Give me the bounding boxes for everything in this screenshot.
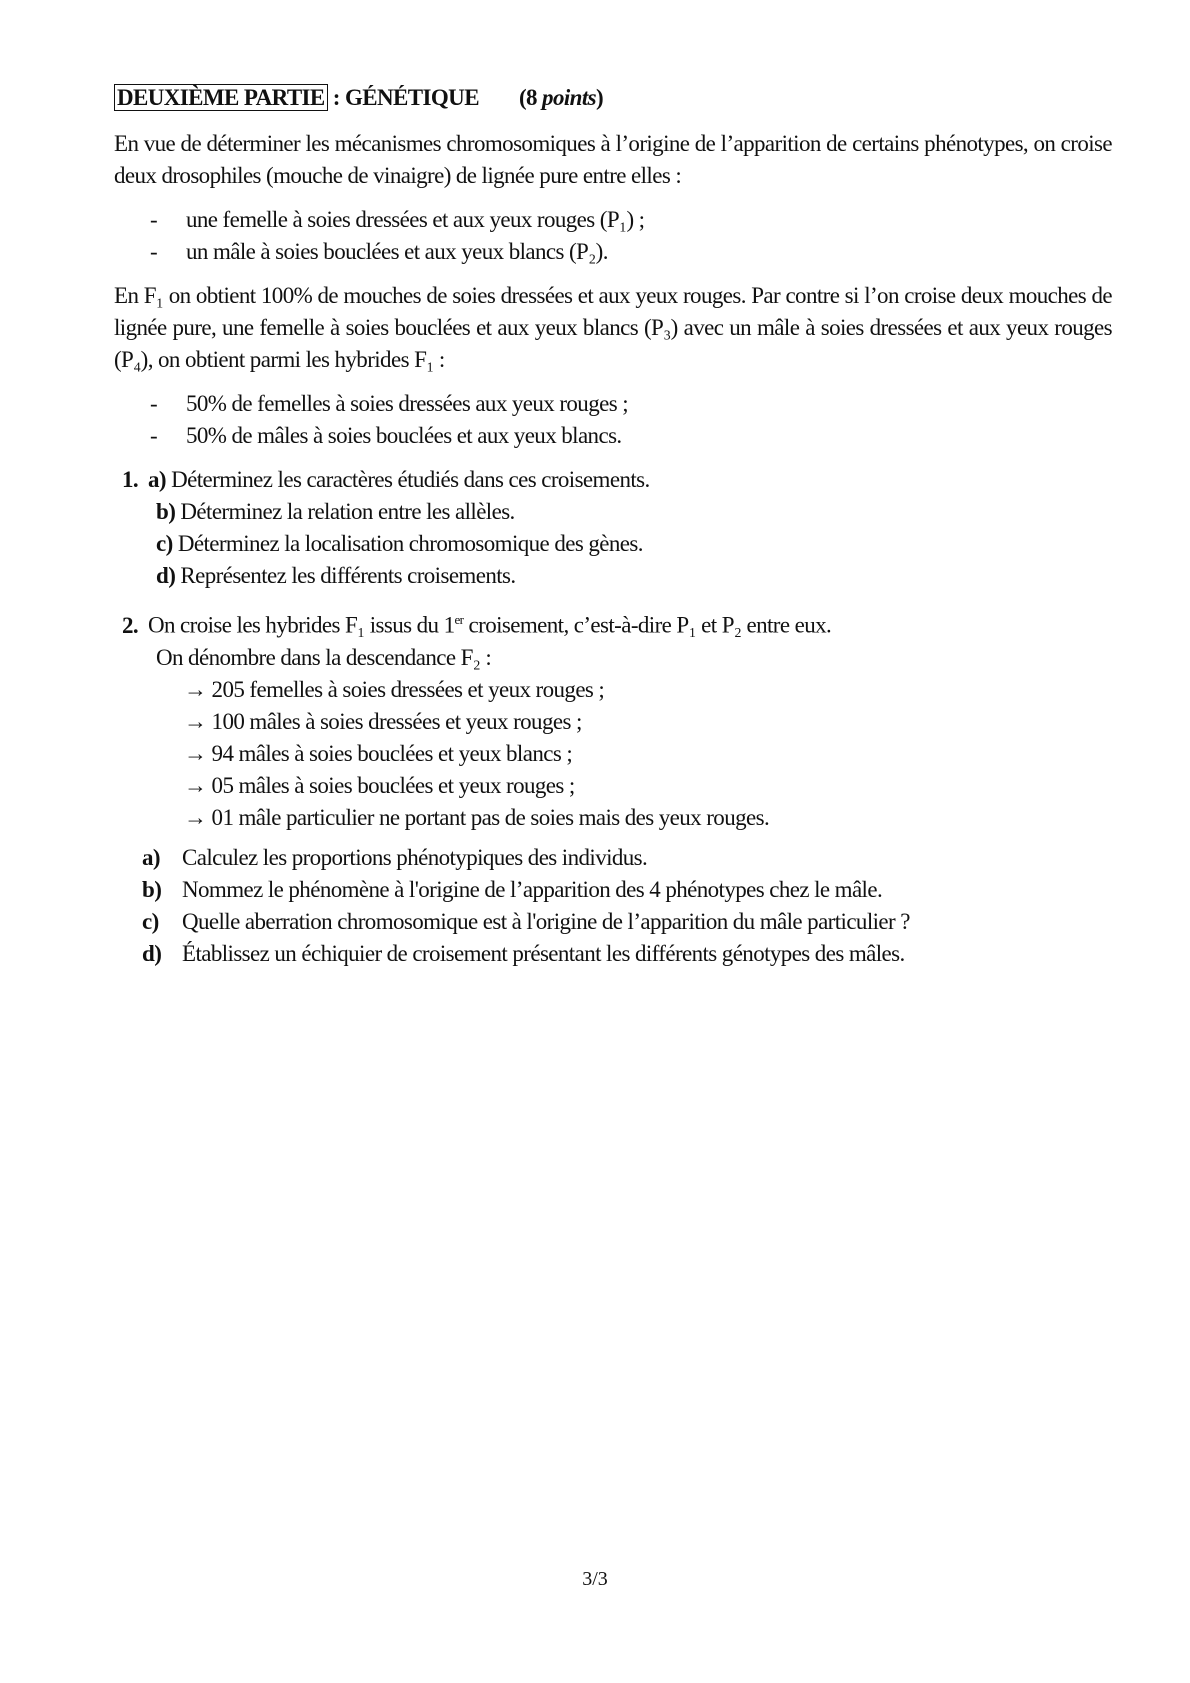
item-text: Déterminez les caractères étudiés dans ces croisements.: [165, 467, 650, 492]
item-label: c): [142, 908, 159, 934]
points-label: (8 points): [518, 85, 604, 110]
second-paragraph: En F₁ on obtient 100% de mouches de soies dressées et aux yeux rouges. Par contre si l’on croise deux mouches de lignée pure, une femelle à soies bouclées et aux yeux blancs (P₃) avec un mâle à soies dressées et aux yeux rouges (P₄), on obtient parmi les hybrides F₁ :: [114, 283, 1112, 372]
question-2: [114, 604, 1112, 970]
list-item: → 01 mâle particulier ne portant pas de soies mais des yeux rouges.: [184, 804, 770, 830]
question-1-d: [114, 560, 1112, 592]
section-heading: [114, 82, 1112, 114]
parents-list: [114, 204, 1112, 268]
question-1-a: [114, 464, 1112, 496]
question-2-count-intro: On dénombre dans la descendance F₂ :: [156, 644, 492, 670]
part-label: DEUXIÈME PARTIE: [114, 84, 328, 111]
question-2-a: [114, 842, 1112, 874]
item-text: Nommez le phénomène à l'origine de l’apparition des 4 phénotypes chez le mâle.: [182, 876, 883, 902]
question-2-c: [114, 906, 1112, 938]
item-text: Calculez les proportions phénotypiques des individus.: [182, 844, 648, 870]
item-label: b): [142, 876, 162, 902]
list-item: → 100 mâles à soies dressées et yeux rouges ;: [184, 708, 582, 734]
list-item: → 205 femelles à soies dressées et yeux rouges ;: [184, 676, 605, 702]
list-item: - 50% de mâles à soies bouclées et aux yeux blancs.: [114, 420, 1112, 452]
intro-paragraph: En vue de déterminer les mécanismes chromosomiques à l’origine de l’apparition de certains phénotypes, on croise deux drosophiles (mouche de vinaigre) de lignée pure entre elles :: [114, 131, 1112, 188]
item-text: Établissez un échiquier de croisement présentant les différents génotypes des mâles.: [182, 940, 905, 966]
item-label: c): [156, 531, 173, 556]
item-label: d): [142, 940, 162, 966]
question-number: 2.: [122, 612, 139, 638]
item-text: Déterminez la localisation chromosomique des gènes.: [172, 531, 643, 556]
list-item: → 94 mâles à soies bouclées et yeux blancs ;: [184, 740, 573, 766]
item-text: Déterminez la relation entre les allèles.: [175, 499, 515, 524]
item-label: a): [148, 467, 166, 492]
item-label: b): [156, 499, 176, 524]
list-item: - un mâle à soies bouclées et aux yeux blancs (P₂).: [114, 236, 1112, 268]
item-label: a): [142, 844, 160, 870]
item-text: Représentez les différents croisements.: [175, 563, 516, 588]
item-label: d): [156, 563, 176, 588]
list-item: - 50% de femelles à soies dressées aux yeux rouges ;: [114, 388, 1112, 420]
item-text: Quelle aberration chromosomique est à l'origine de l’apparition du mâle particulier ?: [182, 908, 910, 934]
page-number: 3/3: [582, 1568, 608, 1590]
question-1-c: [114, 528, 1112, 560]
question-2-statement: 2. On croise les hybrides F₁ issus du 1er croisement, c’est-à-dire P₁ et P₂ entre eux.: [114, 604, 1112, 642]
list-item: → 05 mâles à soies bouclées et yeux rouges ;: [184, 772, 575, 798]
results-list: [114, 388, 1112, 452]
question-2-b: [114, 874, 1112, 906]
question-1: [114, 464, 1112, 592]
offspring-counts: [114, 674, 1112, 834]
question-number: 1.: [122, 467, 139, 492]
list-item: - une femelle à soies dressées et aux yeux rouges (P₁) ;: [114, 204, 1112, 236]
question-2-d: [114, 938, 1112, 970]
question-1-b: [114, 496, 1112, 528]
subject-label: : GÉNÉTIQUE: [327, 85, 479, 110]
exam-content: [114, 82, 1112, 982]
